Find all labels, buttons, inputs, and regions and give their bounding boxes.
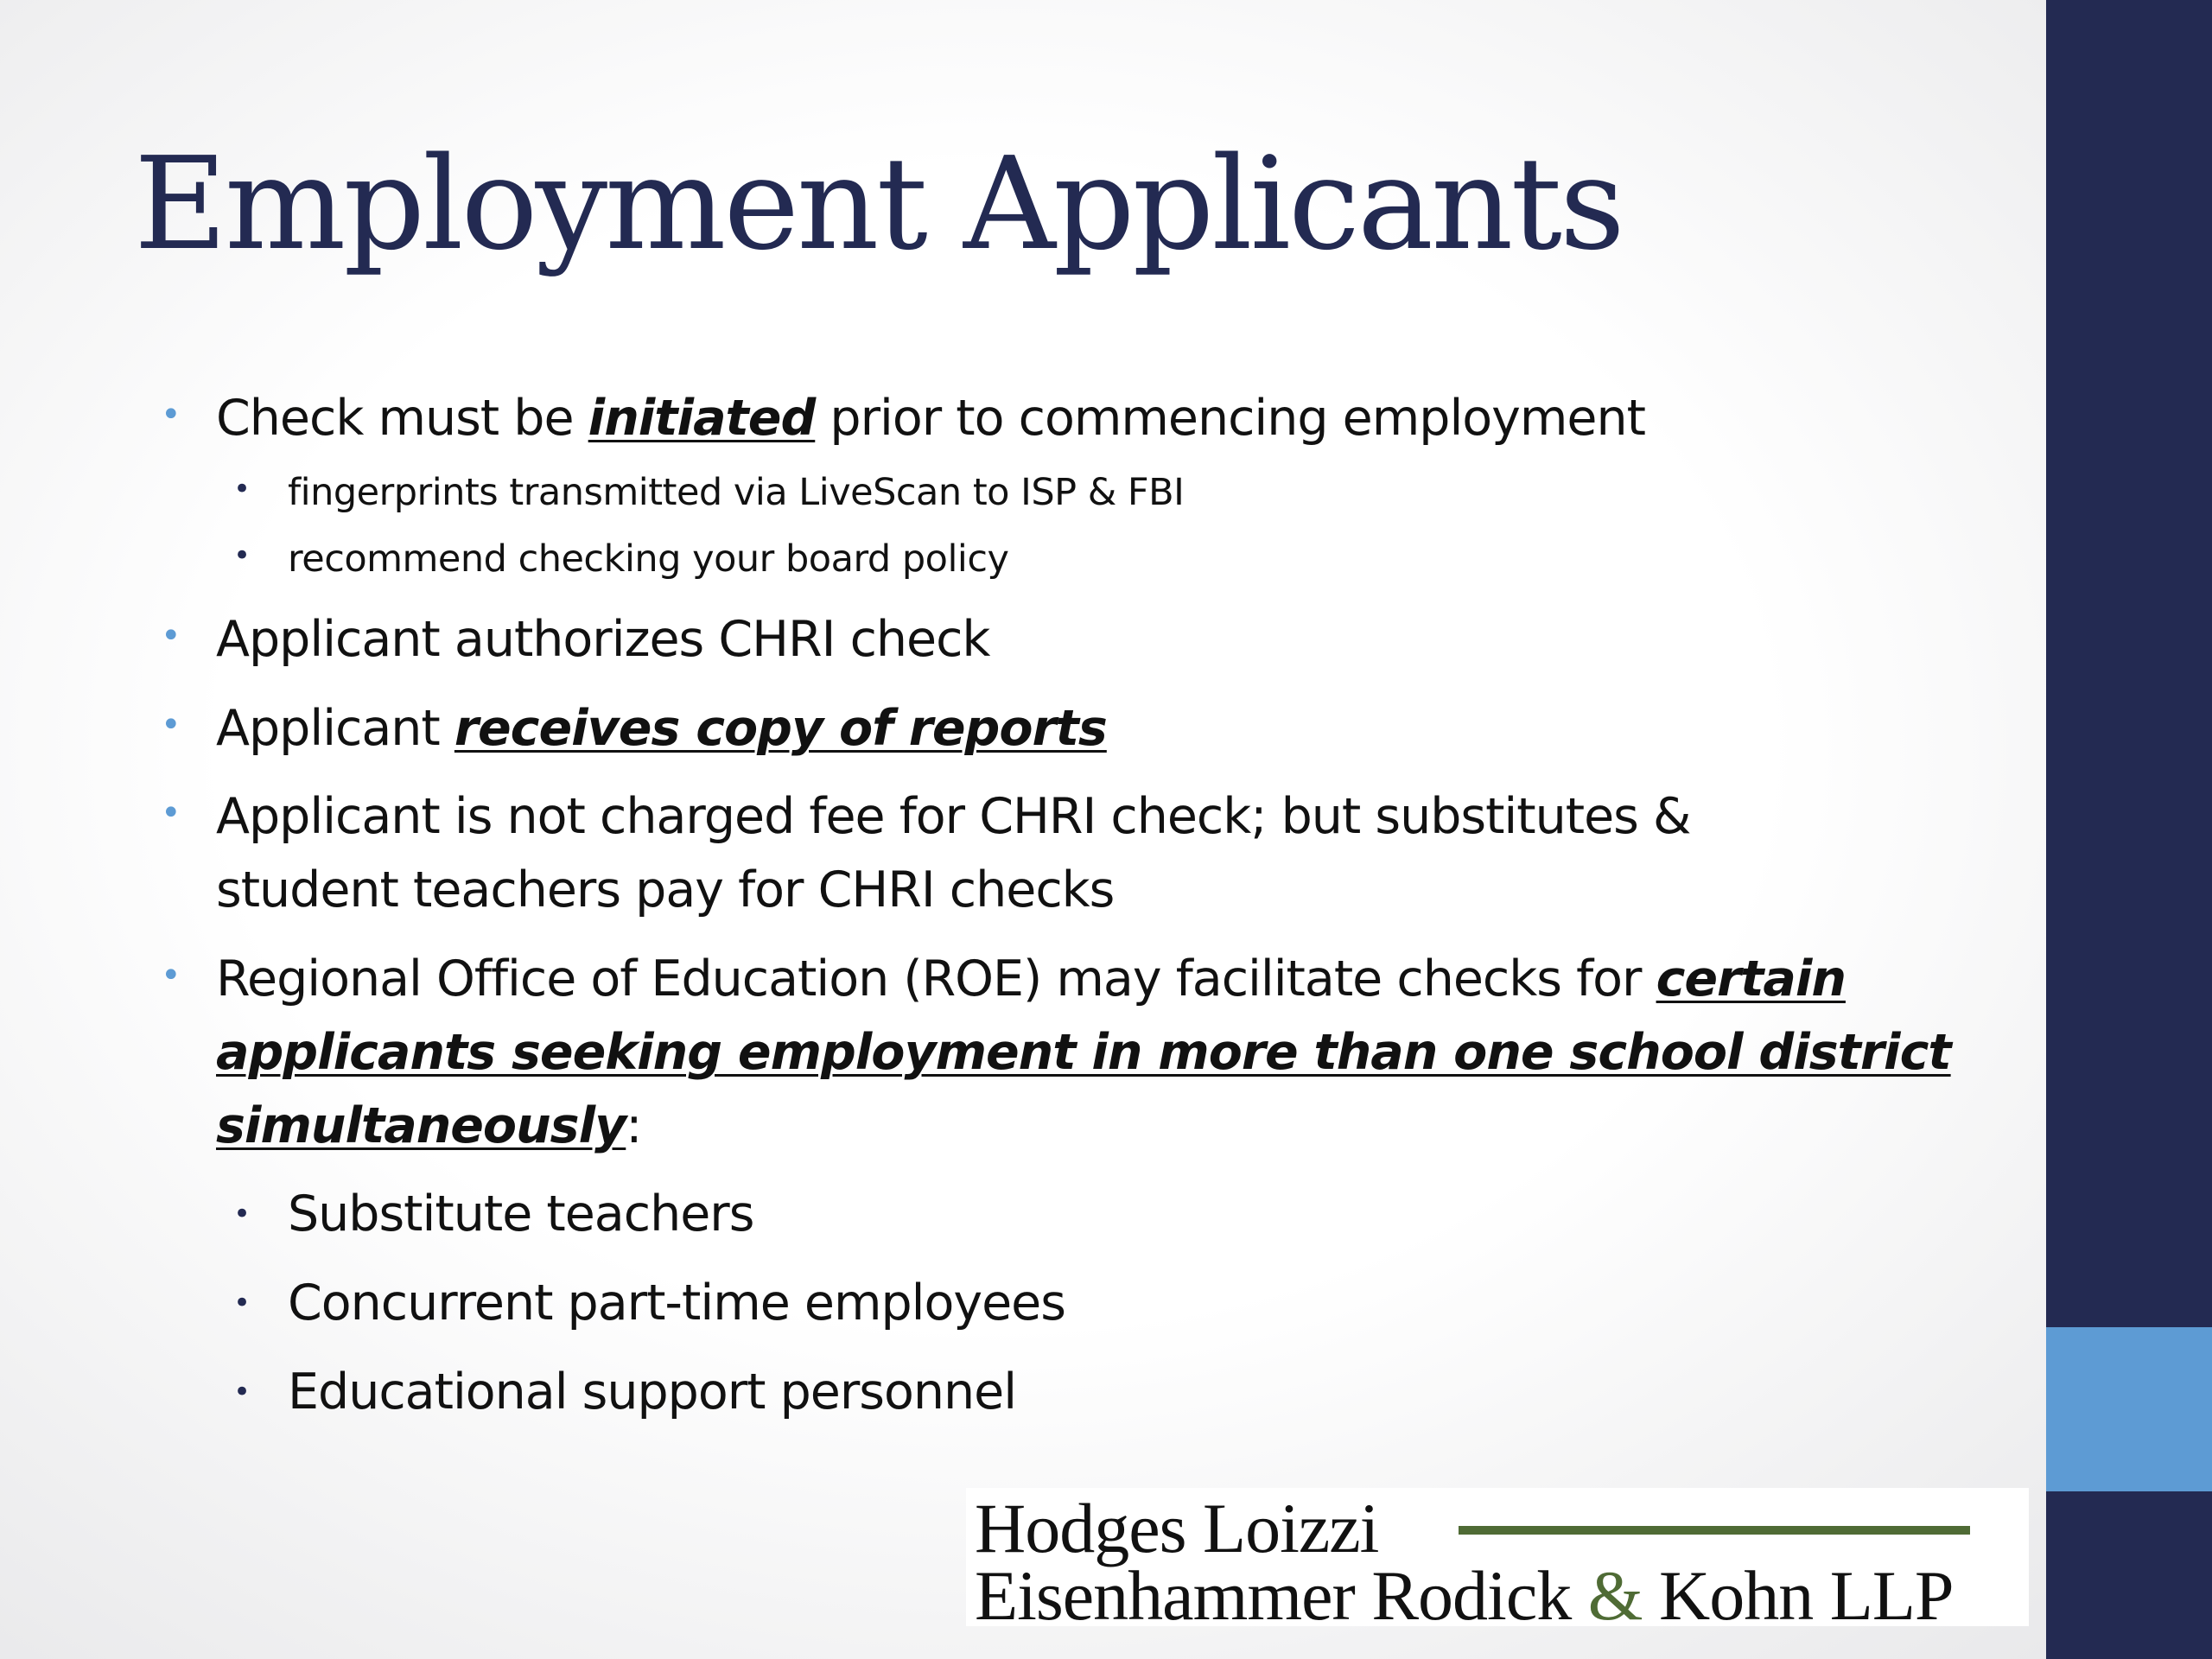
bullet-5-line-1: Regional Office of Education (ROE) may facilitate checks for certain (216, 950, 1846, 1007)
emphasis-simultaneously: simultaneously (216, 1097, 626, 1154)
emphasis-applicants-seeking: applicants seeking employment in more than one school district (216, 1024, 1951, 1081)
emphasis-initiated: initiated (588, 390, 816, 447)
logo-line-2: Eisenhammer Rodick & Kohn LLP (975, 1556, 1954, 1635)
bullet-dot-icon: • (161, 705, 181, 745)
side-accent-block (2046, 1327, 2212, 1491)
bullet-dot-icon: • (233, 1197, 251, 1231)
bullet-3: Applicant receives copy of reports (216, 700, 1107, 757)
bullet-4-line-1: Applicant is not charged fee for CHRI check; but substitutes & (216, 788, 1691, 845)
firm-logo (966, 1488, 2029, 1635)
bullet-5-sub-2: Concurrent part-time employees (288, 1274, 1065, 1332)
emphasis-receives-copy: receives copy of reports (454, 700, 1107, 757)
bullet-dot-icon: • (161, 956, 181, 995)
logo-ampersand: & (1587, 1556, 1643, 1635)
bullet-dot-icon: • (233, 1286, 251, 1320)
logo-rule (1459, 1526, 1970, 1535)
bullet-5-line-3: simultaneously: (216, 1097, 642, 1154)
bullet-dot-icon: • (233, 1375, 251, 1409)
bullet-5-line-2 (216, 1016, 1951, 1090)
bullet-5-sub-1: Substitute teachers (288, 1185, 754, 1243)
bullet-dot-icon: • (161, 793, 181, 833)
bullet-dot-icon: • (161, 395, 181, 435)
emphasis-certain: certain (1656, 950, 1846, 1007)
bullet-2: Applicant authorizes CHRI check (216, 611, 990, 668)
bullet-1-sub-1: fingerprints transmitted via LiveScan to ISP & FBI (288, 471, 1185, 514)
slide-title: Employment Applicants (134, 130, 1623, 278)
bullet-dot-icon: • (233, 472, 251, 506)
bullet-5-sub-3: Educational support personnel (288, 1363, 1017, 1421)
logo-line-1: Hodges Loizzi (975, 1489, 1379, 1567)
bullet-4-line-2: student teachers pay for CHRI checks (216, 861, 1115, 918)
bullet-1-sub-2: recommend checking your board policy (288, 537, 1009, 581)
bullet-dot-icon: • (161, 616, 181, 656)
bullet-dot-icon: • (233, 538, 251, 573)
bullet-1: Check must be initiated prior to commencing employment (216, 390, 1645, 447)
